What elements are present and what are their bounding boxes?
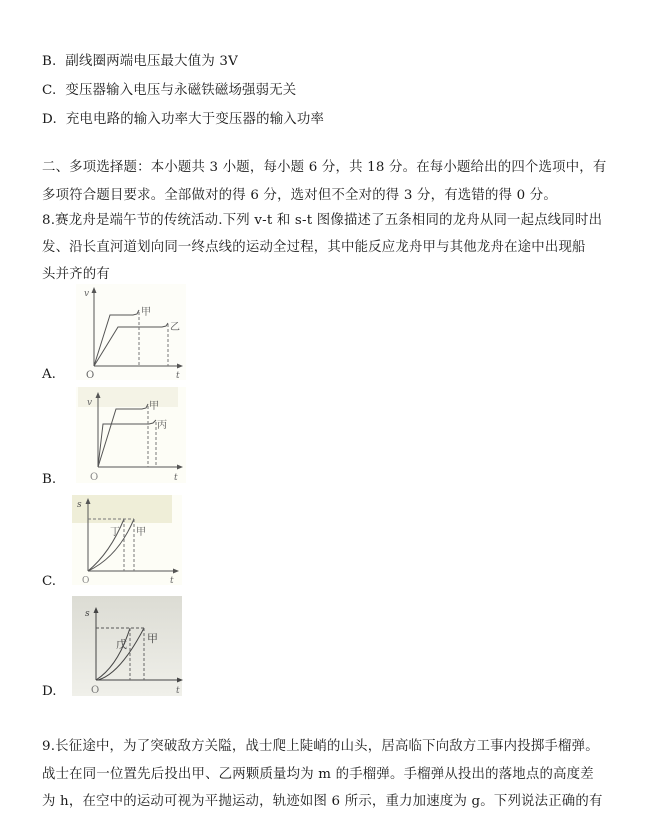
curve-label-bing: 丙 — [157, 420, 167, 431]
y-axis-label: s — [77, 500, 82, 510]
q8-option-d-graph — [72, 596, 184, 696]
q8-line-2: 发、沿长直河道划向同一终点线的运动全过程，其中能反应龙舟甲与其他龙舟在途中出现船 — [42, 240, 586, 255]
option-text: 副线圈两端电压最大值为 3V — [65, 54, 238, 69]
y-axis-label: s — [85, 609, 90, 619]
x-axis-label: t — [170, 576, 174, 585]
q8-option-c-label[interactable]: C. — [42, 574, 57, 589]
q8-option-d-label[interactable]: D. — [42, 684, 57, 699]
option-label: D. — [42, 112, 57, 127]
curve-label-wu: 戊 — [116, 638, 127, 651]
option-b-prev — [42, 50, 238, 69]
q8-option-b-label[interactable]: B. — [42, 472, 57, 487]
q8-line-1: 8.赛龙舟是端午节的传统活动.下列 v-t 和 s-t 图像描述了五条相同的龙舟从同一起点线同时出 — [42, 213, 603, 228]
origin-label: O — [82, 576, 90, 585]
origin-label: O — [86, 370, 95, 380]
origin-label: O — [90, 472, 99, 483]
q9-line-1: 9.长征途中，为了突破敌方关隘，战士爬上陡峭的山头，居高临下向敌方工事内投掷手榴弹。 — [42, 739, 599, 754]
q8-option-a-label[interactable]: A. — [42, 367, 56, 382]
option-d-prev — [42, 108, 324, 127]
option-c-prev — [42, 79, 296, 98]
q9-line-3: 为 h，在空中的运动可视为平抛运动，轨迹如图 6 所示，重力加速度为 g。下列说法正确的有 — [42, 794, 603, 809]
option-text: 充电电路的输入功率大于变压器的输入功率 — [65, 112, 325, 127]
q8-option-c-graph — [72, 495, 182, 585]
curve-label-yi: 乙 — [170, 322, 180, 333]
q8-option-a-graph — [76, 284, 186, 380]
section-intro-line-1: 二、多项选择题：本小题共 3 小题，每小题 6 分，共 18 分。在每小题给出的四个选项中，有 — [42, 160, 607, 175]
option-label: B. — [42, 54, 57, 69]
y-axis-label: v — [87, 398, 93, 408]
option-label: C. — [42, 83, 57, 98]
curve-label-ding: 丁 — [110, 527, 120, 538]
section-intro-line-2: 多项符合题目要求。全部做对的得 6 分，选对但不全对的得 3 分，有选错的得 0 分。 — [42, 188, 557, 203]
q8-line-3: 头并齐的有 — [42, 267, 110, 282]
curve-label-jia: 甲 — [149, 401, 159, 412]
y-axis-label: v — [84, 289, 90, 299]
option-text: 变压器输入电压与永磁铁磁场强弱无关 — [65, 83, 297, 98]
origin-label: O — [91, 685, 100, 696]
q8-option-b-graph — [76, 387, 186, 483]
curve-label-jia: 甲 — [141, 307, 151, 318]
x-axis-label: t — [174, 473, 178, 483]
q9-line-2: 战士在同一位置先后投出甲、乙两颗质量均为 m 的手榴弹。手榴弹从投出的落地点的高度差 — [42, 767, 594, 782]
x-axis-label: t — [176, 371, 180, 380]
curve-label-jia: 甲 — [136, 527, 146, 538]
x-axis-label: t — [176, 686, 180, 696]
curve-label-jia: 甲 — [147, 632, 158, 645]
